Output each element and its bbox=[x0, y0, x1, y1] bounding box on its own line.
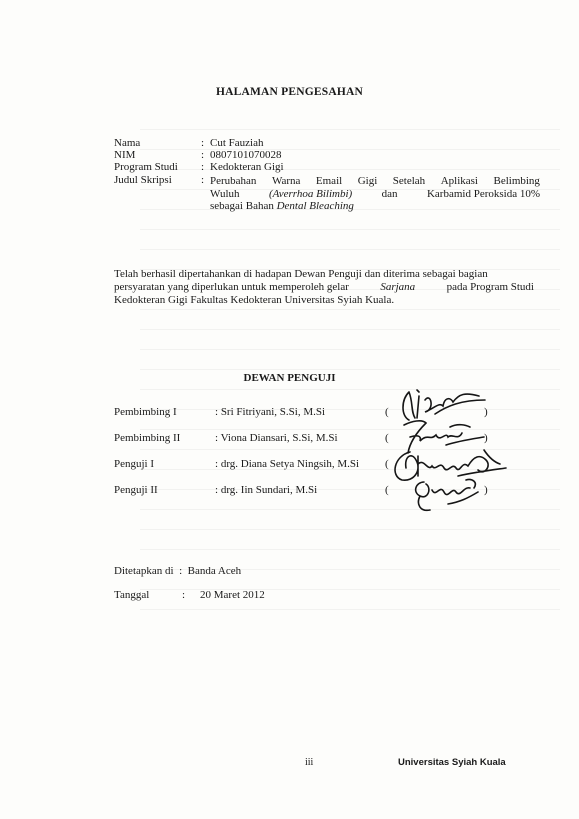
member-name: : drg. Iin Sundari, M.Si bbox=[215, 484, 318, 496]
paragraph-text: Telah berhasil dipertahankan di hadapan Dewan Penguji dan diterima sebagai bagian bbox=[114, 268, 488, 280]
judul-word: Warna bbox=[271, 175, 301, 187]
member-role: Penguji II bbox=[114, 484, 158, 496]
judul-line-1 bbox=[210, 175, 540, 188]
judul-word: Aplikasi bbox=[440, 175, 478, 187]
nama-value: Cut Fauziah bbox=[210, 137, 264, 149]
member-name: : Sri Fitriyani, S.Si, M.Si bbox=[215, 406, 326, 418]
member-role: Pembimbing I bbox=[114, 406, 177, 418]
member-role: Penguji I bbox=[114, 458, 155, 470]
judul-word: dan bbox=[381, 187, 398, 200]
member-name-text: Sri Fitriyani, S.Si, M.Si bbox=[220, 406, 326, 418]
paragraph-line-3 bbox=[114, 294, 534, 307]
nama-label: Nama bbox=[114, 137, 141, 149]
judul-term: Dental Bleaching bbox=[276, 200, 354, 212]
ditetapkan-value: Banda Aceh bbox=[187, 565, 242, 577]
paragraph-text: Kedokteran Gigi Fakultas Kedokteran Universitas Syiah Kuala. bbox=[114, 294, 395, 306]
signature-paren-open: ( bbox=[385, 432, 389, 444]
signature-paren-open: ( bbox=[385, 406, 389, 418]
nama-colon: : bbox=[201, 137, 205, 149]
judul-line-2 bbox=[210, 188, 540, 201]
member-role: Pembimbing II bbox=[114, 432, 181, 444]
judul-text: sebagai Bahan bbox=[210, 200, 277, 212]
nim-label: NIM bbox=[114, 149, 136, 161]
judul-label: Judul Skripsi bbox=[114, 174, 172, 186]
paragraph-degree: Sarjana bbox=[380, 281, 416, 293]
prodi-colon: : bbox=[201, 161, 205, 173]
ditetapkan-colon: : bbox=[176, 565, 185, 577]
footer-university: Universitas Syiah Kuala bbox=[398, 757, 506, 768]
signature-paren-open: ( bbox=[385, 484, 389, 496]
judul-scientific-name: (Averrhoa Bilimbi) bbox=[268, 187, 353, 200]
member-name: : Viona Diansari, S.Si, M.Si bbox=[215, 432, 338, 444]
paragraph-text: persyaratan yang diperlukan untuk memperoleh gelar bbox=[114, 281, 349, 293]
tanggal-colon: : bbox=[182, 589, 186, 601]
member-name-text: Viona Diansari, S.Si, M.Si bbox=[220, 432, 338, 444]
page-number: iii bbox=[305, 757, 314, 768]
signature-paren-close: ) bbox=[484, 432, 488, 444]
signature-paren-close: ) bbox=[484, 484, 488, 496]
signature-4 bbox=[408, 474, 488, 516]
page-title: HALAMAN PENGESAHAN bbox=[215, 86, 364, 98]
paragraph-line-1 bbox=[114, 268, 534, 281]
paragraph-line-2 bbox=[114, 281, 534, 294]
member-name-text: drg. Diana Setya Ningsih, M.Si bbox=[220, 458, 360, 470]
judul-colon: : bbox=[201, 174, 205, 186]
judul-value bbox=[210, 175, 540, 213]
tanggal-label: Tanggal bbox=[114, 589, 150, 601]
judul-line-3 bbox=[210, 200, 540, 213]
member-name: : drg. Diana Setya Ningsih, M.Si bbox=[215, 458, 360, 470]
judul-word: Email bbox=[315, 175, 343, 187]
paragraph-text: pada Program Studi bbox=[446, 281, 534, 293]
judul-word: Wuluh bbox=[210, 187, 240, 200]
signature-paren-close: ) bbox=[484, 406, 488, 418]
judul-word: Setelah bbox=[392, 175, 426, 187]
judul-word: Belimbing bbox=[493, 175, 540, 187]
prodi-label: Program Studi bbox=[114, 161, 178, 173]
dewan-penguji-heading: DEWAN PENGUJI bbox=[243, 372, 336, 384]
member-name-text: drg. Iin Sundari, M.Si bbox=[220, 484, 318, 496]
judul-word: Karbamid Peroksida 10% bbox=[426, 187, 540, 200]
signature-paren-open: ( bbox=[385, 458, 389, 470]
judul-word: Gigi bbox=[357, 175, 378, 187]
judul-word: Perubahan bbox=[210, 175, 257, 187]
prodi-value: Kedokteran Gigi bbox=[210, 161, 284, 173]
nim-colon: : bbox=[201, 149, 205, 161]
tanggal-value: 20 Maret 2012 bbox=[200, 589, 265, 601]
nim-value: 0807101070028 bbox=[210, 149, 282, 161]
approval-paragraph bbox=[114, 268, 534, 307]
ditetapkan-row bbox=[114, 565, 241, 577]
ditetapkan-label: Ditetapkan di bbox=[114, 565, 174, 577]
